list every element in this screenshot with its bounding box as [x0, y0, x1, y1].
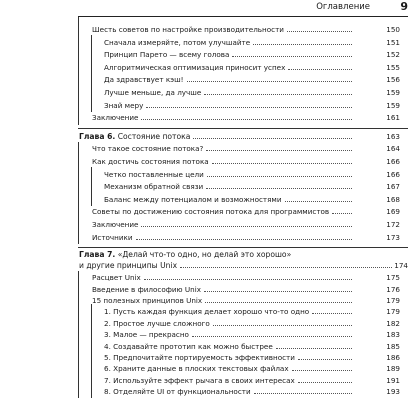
toc-entry-page: 191 — [386, 375, 400, 385]
toc-entry-page: 166 — [386, 157, 400, 166]
toc-entry-title: Знай меру — [104, 100, 144, 110]
toc-entry-title: 3. Малое — прекрасно — [104, 330, 189, 340]
toc-entry-page: 156 — [386, 75, 400, 85]
page-number: 9 — [400, 0, 408, 13]
toc-entry-title: Шесть советов по настройке производительности — [92, 25, 284, 34]
chapter-title-cont: и другие принципы Unix — [79, 260, 178, 270]
toc-entry-title: 1. Пусть каждая функция делает хорошо что-то одно — [104, 307, 310, 317]
toc-entry-title: 8. Отделяйте UI от функциональности — [104, 387, 251, 397]
toc-entry-title: 6. Храните данные в плоских текстовых файлах — [104, 364, 289, 374]
toc-entry-title: 2. Простое лучше сложного — [104, 318, 210, 328]
toc-entry-title: Расцвет Unix — [92, 273, 141, 283]
toc-entry-page: 172 — [386, 220, 400, 229]
toc-entry-page: 167 — [386, 182, 400, 192]
toc-entry-page: 179 — [386, 296, 400, 305]
toc-entry-page: 169 — [386, 207, 400, 217]
toc-entry-page: 159 — [386, 100, 400, 110]
toc-entry-page: 168 — [386, 194, 400, 204]
toc-entry-title: Как достичь состояния потока — [92, 157, 209, 166]
toc-entry-page: 151 — [386, 37, 400, 47]
chapter-page: 174 — [394, 260, 408, 270]
toc-entry-title: Заключение — [92, 113, 139, 123]
toc-entry-page: 185 — [386, 341, 400, 351]
toc-entry-page: 176 — [386, 284, 400, 294]
toc-entry-page: 161 — [386, 113, 400, 123]
chapter-title: «Делай что-то одно, но делай это хорошо» — [117, 250, 292, 260]
toc-entry-page: 152 — [386, 50, 400, 60]
toc-entry-title: Механизм обратной связи — [104, 182, 204, 192]
toc-entry-title: Сначала измеряйте, потом улучшайте — [104, 37, 251, 47]
toc-entry-title: Введение в философию Unix — [92, 284, 201, 294]
toc-entry-title: 5. Предпочитайте портируемость эффективности — [104, 353, 295, 362]
toc-entry-title: Четко поставленные цели — [104, 169, 204, 179]
toc-entry-page: 193 — [386, 387, 400, 397]
toc-entry-title: Лучше меньше, да лучше — [104, 88, 202, 97]
toc-entry-title: Да здравствует кэш! — [104, 75, 184, 85]
toc-entry-page: 155 — [386, 62, 400, 72]
toc-entry-title: 7. Используйте эффект рычага в своих интересах — [104, 375, 295, 385]
toc-entry-page: 150 — [386, 25, 400, 34]
chapter-label: Глава 7. — [79, 250, 116, 260]
toc-entry-page: 182 — [386, 318, 400, 328]
chapter-label: Глава 6. — [79, 131, 116, 141]
toc-entry-page: 179 — [386, 307, 400, 317]
toc-entry-title: Алгоритмическая оптимизация приносит успех — [104, 62, 286, 72]
toc-entry-page: 175 — [386, 273, 400, 283]
chapter-title: Состояние потока — [117, 131, 191, 141]
toc-entry-title: Что такое состояние потока? — [92, 144, 204, 154]
toc-entry-page: 166 — [386, 169, 400, 179]
toc-entry-page: 183 — [386, 330, 400, 340]
running-header-title: Оглавление — [316, 2, 370, 12]
toc-entry-title: 4. Создавайте прототип как можно быстрее — [104, 341, 273, 351]
toc-entry-page: 189 — [386, 364, 400, 374]
toc-entry-page: 159 — [386, 88, 400, 97]
toc-entry-title: 15 полезных принципов Unix — [92, 296, 203, 305]
toc-entry-title: Источники — [92, 232, 133, 242]
chapter-page: 163 — [386, 131, 400, 141]
toc-entry-page: 164 — [386, 144, 400, 154]
toc-entry-page: 186 — [386, 353, 400, 362]
toc-entry-title: Принцип Парето — всему голова — [104, 50, 230, 60]
toc-entry-title: Заключение — [92, 220, 139, 229]
toc-entry-title: Баланс между потенциалом и возможностями — [104, 194, 282, 204]
toc-entry-page: 173 — [386, 232, 400, 242]
toc-entry-title: Советы по достижению состояния потока для программистов — [92, 207, 330, 217]
